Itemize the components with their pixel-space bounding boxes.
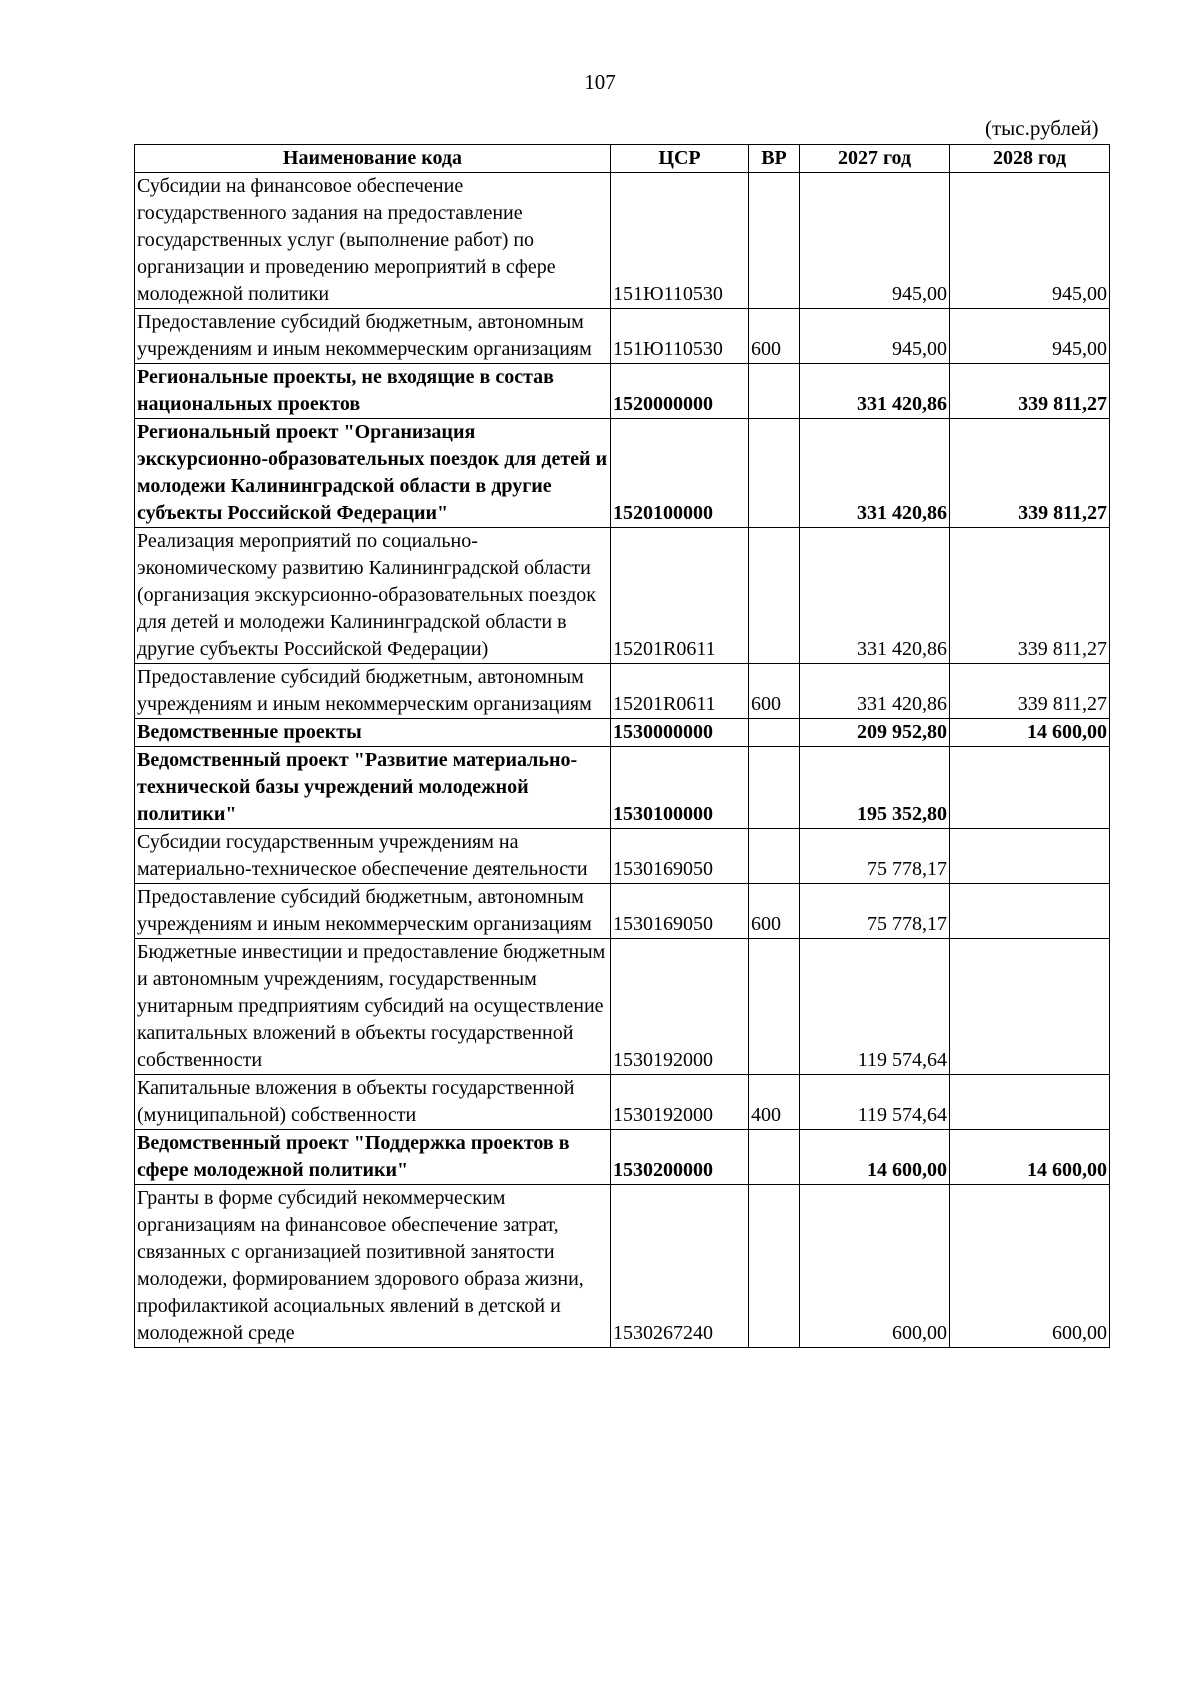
- row-csr: 1530192000: [611, 939, 749, 1075]
- row-name: Предоставление субсидий бюджетным, автономным учреждениям и иным некоммерческим организациям: [135, 884, 611, 939]
- row-name: Гранты в форме субсидий некоммерческим организациям на финансовое обеспечение затрат, связанных с организацией позитивной занятости молодежи, формированием здорового образа жизни, профилактикой асоциальных явлений в детской и молодежной среде: [135, 1185, 611, 1348]
- row-2028: 600,00: [950, 1185, 1110, 1348]
- row-2027: 14 600,00: [800, 1130, 950, 1185]
- row-name: Предоставление субсидий бюджетным, автономным учреждениям и иным некоммерческим организациям: [135, 309, 611, 364]
- row-name: Реализация мероприятий по социально-экономическому развитию Калининградской области (организация экскурсионно-образовательных поездок для детей и молодежи Калининградской области в другие субъекты Российской Федерации): [135, 528, 611, 664]
- row-name: Бюджетные инвестиции и предоставление бюджетным и автономным учреждениям, государственным унитарным предприятиям субсидий на осуществление капитальных вложений в объекты государственной собственности: [135, 939, 611, 1075]
- row-csr: 15201R0611: [611, 664, 749, 719]
- row-name: Субсидии на финансовое обеспечение государственного задания на предоставление государственных услуг (выполнение работ) по организации и проведению мероприятий в сфере молодежной политики: [135, 173, 611, 309]
- row-2028: 14 600,00: [950, 719, 1110, 747]
- row-name: Ведомственный проект "Развитие материально-технической базы учреждений молодежной политики": [135, 747, 611, 829]
- row-csr: 1530100000: [611, 747, 749, 829]
- row-2028: [950, 884, 1110, 939]
- row-name: Ведомственный проект "Поддержка проектов в сфере молодежной политики": [135, 1130, 611, 1185]
- table-row: [135, 309, 1110, 364]
- row-vr: [749, 528, 800, 664]
- row-csr: 1520000000: [611, 364, 749, 419]
- row-name: Ведомственные проекты: [135, 719, 611, 747]
- row-2028: 945,00: [950, 309, 1110, 364]
- row-vr: [749, 173, 800, 309]
- budget-table: [134, 144, 1110, 1348]
- table-row: [135, 419, 1110, 528]
- header-csr: ЦСР: [611, 145, 749, 173]
- table-row: [135, 719, 1110, 747]
- row-csr: 1530000000: [611, 719, 749, 747]
- row-2028: 339 811,27: [950, 364, 1110, 419]
- table-row: [135, 1185, 1110, 1348]
- page-number: 107: [584, 70, 616, 94]
- row-2027: 75 778,17: [800, 829, 950, 884]
- row-csr: 1530192000: [611, 1075, 749, 1130]
- row-vr: [749, 829, 800, 884]
- row-2027: 331 420,86: [800, 528, 950, 664]
- row-2028: 14 600,00: [950, 1130, 1110, 1185]
- row-2027: 945,00: [800, 309, 950, 364]
- row-2027: 119 574,64: [800, 1075, 950, 1130]
- row-name: Предоставление субсидий бюджетным, автономным учреждениям и иным некоммерческим организациям: [135, 664, 611, 719]
- header-name: Наименование кода: [135, 145, 611, 173]
- row-csr: 1520100000: [611, 419, 749, 528]
- row-2027: 331 420,86: [800, 419, 950, 528]
- row-csr: 15201R0611: [611, 528, 749, 664]
- row-2027: 600,00: [800, 1185, 950, 1348]
- row-2027: 331 420,86: [800, 664, 950, 719]
- row-vr: [749, 1185, 800, 1348]
- row-vr: 600: [749, 664, 800, 719]
- table-row: [135, 664, 1110, 719]
- header-2027: 2027 год: [800, 145, 950, 173]
- row-csr: 1530200000: [611, 1130, 749, 1185]
- table-row: [135, 173, 1110, 309]
- row-2028: [950, 1075, 1110, 1130]
- row-vr: 600: [749, 309, 800, 364]
- row-2028: [950, 747, 1110, 829]
- row-2028: [950, 829, 1110, 884]
- header-vr: ВР: [749, 145, 800, 173]
- row-2027: 119 574,64: [800, 939, 950, 1075]
- row-csr: 1530267240: [611, 1185, 749, 1348]
- row-vr: [749, 419, 800, 528]
- table-row: [135, 1075, 1110, 1130]
- row-2027: 331 420,86: [800, 364, 950, 419]
- table-header-row: [135, 145, 1110, 173]
- row-vr: [749, 719, 800, 747]
- row-2028: 339 811,27: [950, 419, 1110, 528]
- row-2027: 945,00: [800, 173, 950, 309]
- row-csr: 1530169050: [611, 884, 749, 939]
- row-2027: 209 952,80: [800, 719, 950, 747]
- row-vr: [749, 364, 800, 419]
- row-2027: 75 778,17: [800, 884, 950, 939]
- row-vr: 400: [749, 1075, 800, 1130]
- row-2028: 339 811,27: [950, 664, 1110, 719]
- units-label: (тыс.рублей): [985, 116, 1099, 140]
- row-2028: [950, 939, 1110, 1075]
- row-name: Региональные проекты, не входящие в состав национальных проектов: [135, 364, 611, 419]
- table-row: [135, 884, 1110, 939]
- table-row: [135, 528, 1110, 664]
- row-csr: 1530169050: [611, 829, 749, 884]
- row-2028: 945,00: [950, 173, 1110, 309]
- row-2028: 339 811,27: [950, 528, 1110, 664]
- table-row: [135, 939, 1110, 1075]
- row-vr: 600: [749, 884, 800, 939]
- row-name: Субсидии государственным учреждениям на материально-техническое обеспечение деятельности: [135, 829, 611, 884]
- row-vr: [749, 747, 800, 829]
- row-vr: [749, 1130, 800, 1185]
- row-name: Капитальные вложения в объекты государственной (муниципальной) собственности: [135, 1075, 611, 1130]
- table-row: [135, 747, 1110, 829]
- row-vr: [749, 939, 800, 1075]
- table-row: [135, 1130, 1110, 1185]
- row-csr: 151Ю110530: [611, 173, 749, 309]
- row-2027: 195 352,80: [800, 747, 950, 829]
- row-csr: 151Ю110530: [611, 309, 749, 364]
- table-row: [135, 364, 1110, 419]
- header-2028: 2028 год: [950, 145, 1110, 173]
- row-name: Региональный проект "Организация экскурсионно-образовательных поездок для детей и молодежи Калининградской области в другие субъекты Российской Федерации": [135, 419, 611, 528]
- table-row: [135, 829, 1110, 884]
